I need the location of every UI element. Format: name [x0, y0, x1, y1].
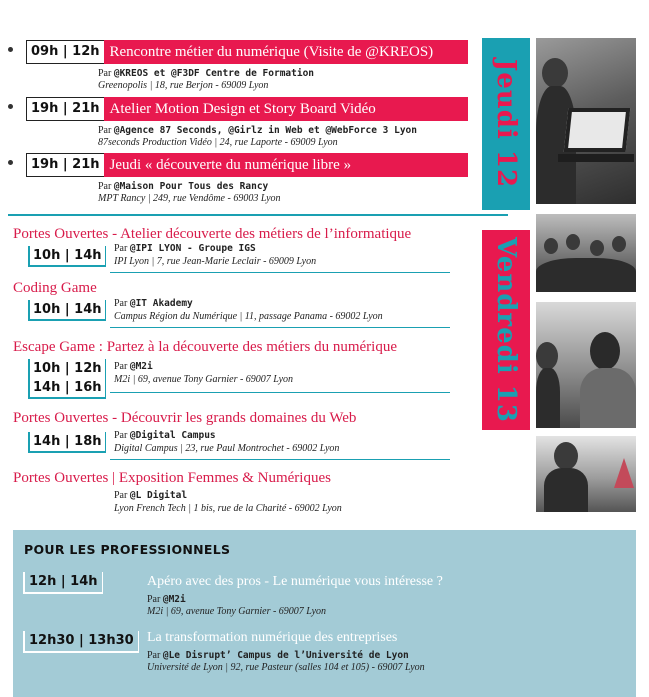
friday-event-title: Portes Ouvertes - Découvrir les grands domaines du Web	[13, 410, 357, 426]
separator-line	[110, 459, 450, 460]
friday-event-address: Lyon French Tech | 1 bis, rue de la Charité - 69002 Lyon	[114, 503, 342, 514]
bullet-marker	[8, 160, 13, 165]
professionals-panel	[13, 530, 636, 697]
day-tab-thursday	[482, 38, 530, 210]
event-thursday-1[interactable]	[26, 40, 468, 92]
event-organizer: Par @Agence 87 Seconds, @Girlz in Web et @WebForce 3 Lyon	[98, 125, 417, 136]
friday-event-time: 10h | 14h	[28, 300, 106, 321]
event-title: Jeudi « découverte du numérique libre »	[109, 157, 352, 173]
friday-event-time: 14h | 16h	[28, 378, 106, 399]
friday-event-time: 10h | 12h	[28, 359, 106, 378]
event-title: Rencontre métier du numérique (Visite de @KREOS)	[109, 44, 434, 60]
friday-event-address: Campus Région du Numérique | 11, passage Panama - 69002 Lyon	[114, 311, 383, 322]
day-tab-friday	[482, 230, 530, 430]
pros-event-time: 12h | 14h	[23, 572, 103, 594]
person-shape	[536, 342, 558, 370]
pros-event-title: Apéro avec des pros - Le numérique vous intéresse ?	[147, 574, 443, 589]
friday-event-organizer: Par @Digital Campus	[114, 430, 216, 441]
person-shape	[544, 238, 558, 254]
event-title: Atelier Motion Design et Story Board Vidéo	[109, 101, 376, 117]
bullet-marker	[8, 104, 13, 109]
laptop-icon	[564, 108, 631, 152]
photo-laptop-workshop	[536, 38, 636, 204]
photo-audience	[536, 214, 636, 292]
friday-event-address: IPI Lyon | 7, rue Jean-Marie Leclair - 69009 Lyon	[114, 256, 317, 267]
pros-event-address: M2i | 69, avenue Tony Garnier - 69007 Lyon	[147, 606, 327, 617]
photo-presentation	[536, 436, 636, 512]
event-thursday-2[interactable]	[26, 97, 468, 149]
section-divider	[8, 214, 508, 216]
separator-line	[110, 327, 450, 328]
event-time: 09h | 12h	[26, 40, 104, 64]
event-address: MPT Rancy | 249, rue Vendôme - 69003 Lyon	[98, 193, 281, 204]
event-address: 87seconds Production Vidéo | 24, rue Laporte - 69009 Lyon	[98, 137, 338, 148]
pros-event-time: 12h30 | 13h30	[23, 631, 139, 653]
event-time: 19h | 21h	[26, 97, 104, 121]
friday-event-time: 10h | 14h	[28, 246, 106, 267]
pros-event-address: Université de Lyon | 92, rue Pasteur (salles 104 et 105) - 69007 Lyon	[147, 662, 425, 673]
organizer-name: @KREOS et @F3DF Centre de Formation	[113, 68, 315, 79]
person-shape	[590, 240, 604, 256]
event-organizer: Par @KREOS et @F3DF Centre de Formation	[98, 68, 315, 79]
person-shape	[566, 234, 580, 250]
flag-shape	[614, 458, 634, 488]
organizer-name: @M2i	[162, 594, 186, 605]
organizer-name: @Digital Campus	[129, 430, 216, 441]
person-shape	[554, 442, 578, 470]
event-time: 19h | 21h	[26, 153, 104, 177]
friday-event-address: Digital Campus | 23, rue Paul Montrochet - 69002 Lyon	[114, 443, 340, 454]
crowd-shape	[536, 258, 636, 292]
organizer-name: @IPI LYON - Groupe IGS	[129, 243, 256, 254]
organizer-name: @Maison Pour Tous des Rancy	[113, 181, 269, 192]
person-shape	[580, 368, 636, 428]
friday-event-organizer: Par @IPI LYON - Groupe IGS	[114, 243, 256, 254]
day-label: Vendredi 13	[491, 237, 521, 423]
person-shape	[536, 368, 560, 428]
pros-event-title: La transformation numérique des entreprises	[147, 630, 398, 645]
event-title-bar	[26, 153, 468, 177]
section-heading: POUR LES PROFESSIONNELS	[24, 542, 231, 557]
person-shape	[544, 468, 588, 512]
bullet-marker	[8, 47, 13, 52]
separator-line	[110, 272, 450, 273]
day-label: Jeudi 12	[491, 59, 521, 189]
event-address: Greenopolis | 18, rue Berjon - 69009 Lyon	[98, 80, 269, 91]
friday-event-organizer: Par @IT Akademy	[114, 298, 193, 309]
laptop-base	[558, 154, 634, 162]
pros-event-organizer: Par @Le Disrupt’ Campus de l’Université de Lyon	[147, 650, 409, 661]
person-shape	[612, 236, 626, 252]
friday-event-title: Coding Game	[13, 280, 97, 296]
friday-event-title: Portes Ouvertes - Atelier découverte des métiers de l’informatique	[13, 226, 412, 242]
friday-event-organizer: Par @L Digital	[114, 490, 188, 501]
event-thursday-3[interactable]	[26, 153, 468, 205]
organizer-name: @Le Disrupt’ Campus de l’Université de Lyon	[162, 650, 409, 661]
friday-event-address: M2i | 69, avenue Tony Garnier - 69007 Lyon	[114, 374, 294, 385]
person-shape	[542, 58, 568, 88]
friday-event-time: 14h | 18h	[28, 432, 106, 453]
event-organizer: Par @Maison Pour Tous des Rancy	[98, 181, 269, 192]
separator-line	[110, 392, 450, 393]
person-shape	[590, 332, 620, 370]
friday-event-title: Escape Game : Partez à la découverte des métiers du numérique	[13, 339, 398, 355]
organizer-name: @Agence 87 Seconds, @Girlz in Web et @WebForce 3 Lyon	[113, 125, 417, 136]
pros-event-organizer: Par @M2i	[147, 594, 186, 605]
event-title-bar	[26, 40, 468, 64]
event-title-bar	[26, 97, 468, 121]
organizer-name: @M2i	[129, 361, 153, 372]
photo-women-discussion	[536, 302, 636, 428]
organizer-name: @L Digital	[129, 490, 188, 501]
friday-event-organizer: Par @M2i	[114, 361, 153, 372]
organizer-name: @IT Akademy	[129, 298, 193, 309]
friday-event-title: Portes Ouvertes | Exposition Femmes & Numériques	[13, 470, 331, 486]
